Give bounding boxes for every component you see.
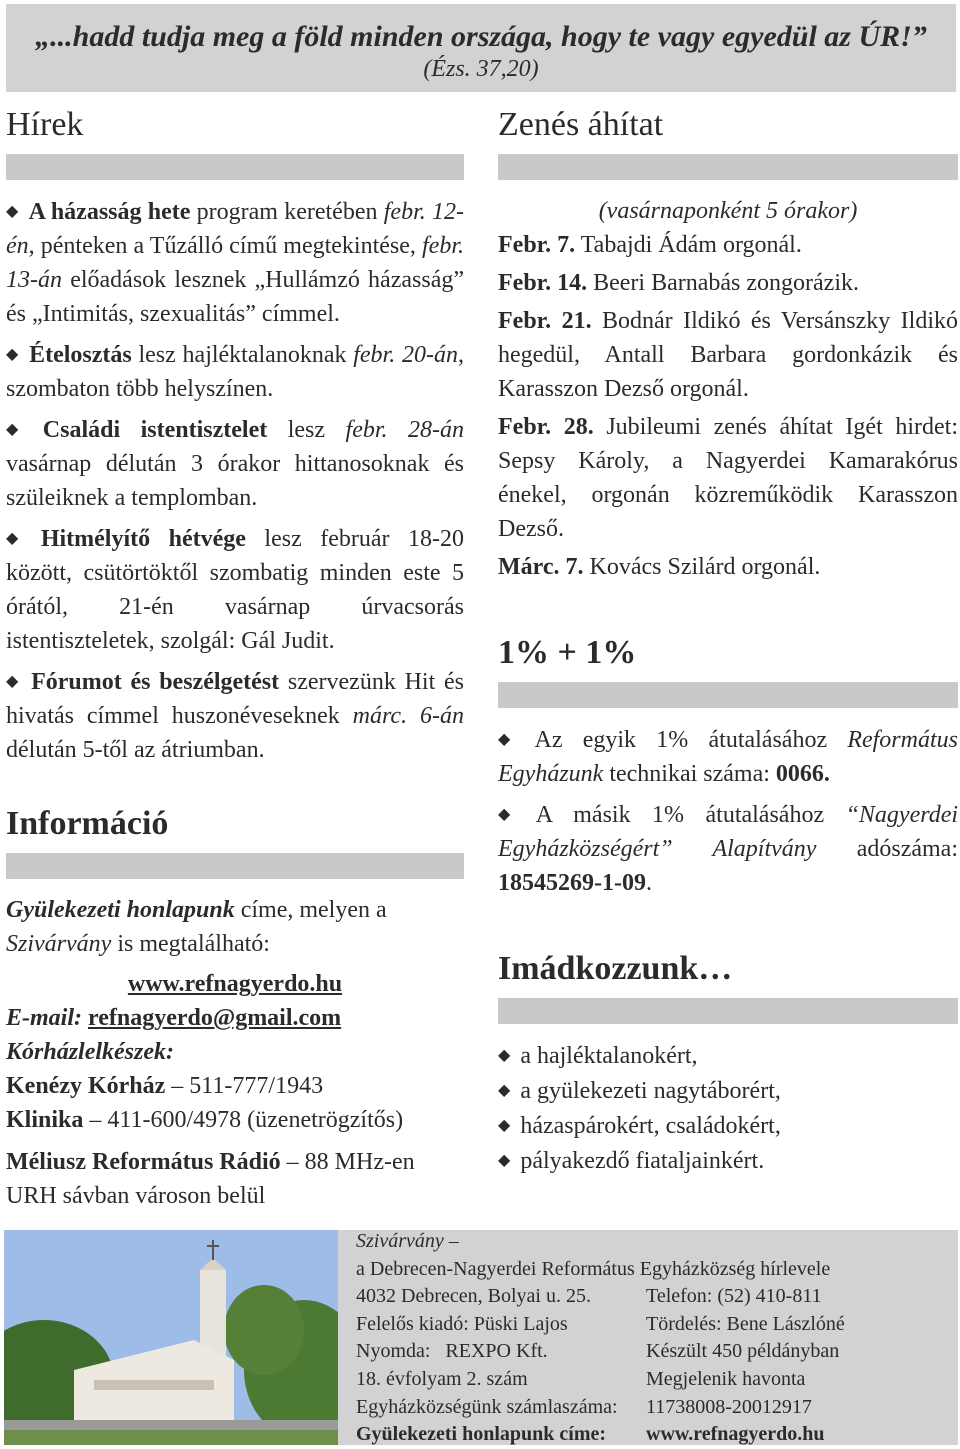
section-divider [498,154,958,180]
imprint-website[interactable]: www.refnagyerdo.hu [646,1423,825,1446]
onepercent-text: . [645,870,652,896]
onepercent-item [498,797,958,900]
banner-reference: (Ézs. 37,20) [423,56,539,82]
news-item-date: febr. 13-án [6,233,464,293]
concert-date: Febr. 28. [498,414,594,440]
concert-text: Jubileumi zenés áhítat Igét hirdet: Sepsy Károly, a Nagyerdei Kamarakórus énekel, orgonán közreműködik Karasszon Dezső. [498,414,958,542]
imprint-cell: Gyülekezeti honlapunk címe: [356,1423,607,1446]
diamond-bullet-icon: ◆ [498,1045,511,1064]
imprint-row [356,1366,956,1394]
imprint-cell: 4032 Debrecen, Bolyai u. 25. [356,1285,591,1308]
kenezy-line [6,1069,464,1103]
klinika-line [6,1103,464,1137]
concert-text: Tabajdi Ádám orgonál. [575,232,802,258]
imprint-row [356,1421,956,1449]
right-column [498,100,958,1178]
onepercent-number: 0066. [775,761,830,787]
imprint-row [356,1311,956,1339]
concert-entry [498,550,958,584]
prayer-text: házaspárokért, családokért, [520,1113,781,1139]
concert-date: Febr. 21. [498,308,592,334]
diamond-bullet-icon: ◆ [6,671,22,690]
diamond-bullet-icon: ◆ [6,201,19,220]
section-divider [498,682,958,708]
imprint-cell: 18. évfolyam 2. szám [356,1367,528,1390]
news-item-text: előadások lesznek „Hullámzó házasság” és „Intimitás, szexualitás” címmel. [6,267,464,327]
prayer-item [498,1143,958,1178]
concert-text: Kovács Szilárd orgonál. [583,554,821,580]
news-item-text: délután 5-től az átriumban. [6,737,265,763]
left-column [6,100,464,1219]
homepage-text: címe, melyen a [234,897,387,923]
news-item [6,521,464,658]
diamond-bullet-icon: ◆ [498,1080,511,1099]
news-item [6,664,464,767]
imprint-cell: Felelős kiadó: Püski Lajos [356,1312,568,1335]
onepercent-text: A másik 1% átutalásához [535,802,846,828]
zenes-subtitle: (vasárnaponként 5 órakor) [598,198,858,224]
church-illustration [4,1230,338,1445]
prayer-text: a hajléktalanokért, [520,1043,698,1069]
prayer-text: pályakezdő fiataljainkért. [520,1148,765,1174]
hospital-phone: – 411-600/4978 (üzenetrögzítős) [83,1107,404,1133]
diamond-bullet-icon: ◆ [6,419,33,438]
concert-entry [498,266,958,300]
diamond-bullet-icon: ◆ [498,1150,511,1169]
news-item-date: febr. 20-án [353,342,458,368]
concert-entry [498,304,958,406]
diamond-bullet-icon: ◆ [498,729,525,748]
news-item-title: Ételosztás [29,342,132,368]
email-link[interactable]: refnagyerdo@gmail.com [88,1005,342,1031]
banner-quote: „...hadd tudja meg a föld minden országa, hogy te vagy egyedül az ÚR!” [35,20,927,53]
news-item-text: lesz február 18-20 között, csütörtöktől szombatig minden este 5 órától, 21-én vasárnap úrvacsorás istentiszteletek, szolgál: Gál Judit. [6,526,464,654]
email-line [6,1001,464,1035]
section-title-imadkozzunk: Imádkozzunk… [498,950,733,987]
section-divider [498,998,958,1024]
concert-text: Beeri Barnabás zongorázik. [587,270,859,296]
diamond-bullet-icon: ◆ [6,528,31,547]
section-title-zenes: Zenés áhítat [498,106,664,143]
news-item [6,337,464,406]
onepercent-text: adószáma: [816,836,958,862]
concert-entry [498,410,958,546]
news-item-text: vasárnap délután 3 órakor hittanosoknak és szüleiknek a templomban. [6,451,464,511]
onepercent-number: 18545269-1-09 [498,870,646,896]
prayer-item [498,1073,958,1108]
section-divider [6,853,464,879]
imprint [356,1228,956,1449]
chaplains-label: Kórházlelkészek: [6,1039,174,1065]
concert-date: Márc. 7. [498,554,584,580]
newsletter-name: Szivárvány [6,931,112,957]
imprint-cell: Nyomda: REXPO Kft. [356,1340,548,1363]
radio-name: Méliusz Református Rádió [6,1149,281,1175]
concert-date: Febr. 14. [498,270,588,296]
news-item-text: lesz [267,417,346,443]
homepage-info [6,893,464,961]
prayer-item [498,1038,958,1073]
onepercent-recipient: “Nagyerdei Egyházközségért” Alapítvány [498,802,959,862]
homepage-link[interactable]: www.refnagyerdo.hu [127,971,343,997]
concert-text: Bodnár Ildikó és Versánszky Ildikó hegedül, Antall Barbara gordonkázik és Karasszon Dezső orgonál. [498,308,958,402]
hospital-name: Kenézy Kórház [6,1073,166,1099]
news-item-title: A házasság hete [28,199,191,225]
section-title-informacio: Információ [6,805,169,842]
news-item-date: febr. 12-én [6,199,464,259]
imprint-cell: Egyházközségünk számlaszáma: [356,1395,618,1418]
diamond-bullet-icon: ◆ [6,344,20,363]
imprint-row [356,1283,956,1311]
concert-entry [498,228,958,262]
prayer-item [498,1108,958,1143]
imprint-cell: Készült 450 példányban [646,1340,840,1363]
news-item-title: Hitmélyítő hétvége [40,526,246,552]
homepage-label: Gyülekezeti honlapunk [6,897,235,923]
section-title-onepercent: 1% + 1% [498,634,637,671]
imprint-cell: Tördelés: Bene Lászlóné [646,1312,845,1335]
prayer-text: a gyülekezeti nagytáborért, [520,1078,781,1104]
imprint-title: Szivárvány – [356,1230,459,1252]
diamond-bullet-icon: ◆ [498,804,526,823]
header-banner [6,4,956,92]
news-item-date: febr. 28-án [345,417,465,443]
onepercent-text: technikai száma: [603,761,776,787]
email-label: E-mail: [6,1005,82,1031]
news-item-text: lesz hajléktalanoknak [131,342,354,368]
news-item-title: Családi istentisztelet [42,417,268,443]
news-item-text: , szombaton több helyszínen. [6,342,464,402]
hospital-name: Klinika [6,1107,84,1133]
imprint-row [356,1338,956,1366]
church-photo [4,1230,338,1445]
homepage-text: is megtalálható: [111,931,270,957]
news-item-title: Fórumot és beszélgetést [31,669,280,695]
diamond-bullet-icon: ◆ [498,1115,511,1134]
concert-date: Febr. 7. [498,232,576,258]
news-item [6,194,464,331]
news-item-text: , pénteken a Tűzálló című megtekintése, [28,233,422,259]
radio-line [6,1145,464,1213]
imprint-cell: Telefon: (52) 410-811 [646,1285,822,1308]
imprint-subtitle: a Debrecen-Nagyerdei Református Egyházközség hírlevele [356,1257,831,1280]
news-item [6,412,464,515]
news-item-date: márc. 6-án [352,703,464,729]
onepercent-item [498,722,958,791]
radio-text: – 88 MHz-en URH sávban városon belül [6,1149,415,1209]
imprint-row [356,1394,956,1422]
news-item-text: szervezünk Hit és hivatás címmel huszonéveseknek [6,669,464,729]
hospital-phone: – 511-777/1943 [165,1073,324,1099]
section-divider [6,154,464,180]
onepercent-recipient: Református Egyházunk [498,727,958,787]
imprint-cell: Megjelenik havonta [646,1367,806,1390]
news-item-text: program keretében [190,199,384,225]
onepercent-text: Az egyik 1% átutalásához [534,727,848,753]
imprint-cell: 11738008-20012917 [646,1395,812,1418]
section-title-hirek: Hírek [6,106,84,143]
